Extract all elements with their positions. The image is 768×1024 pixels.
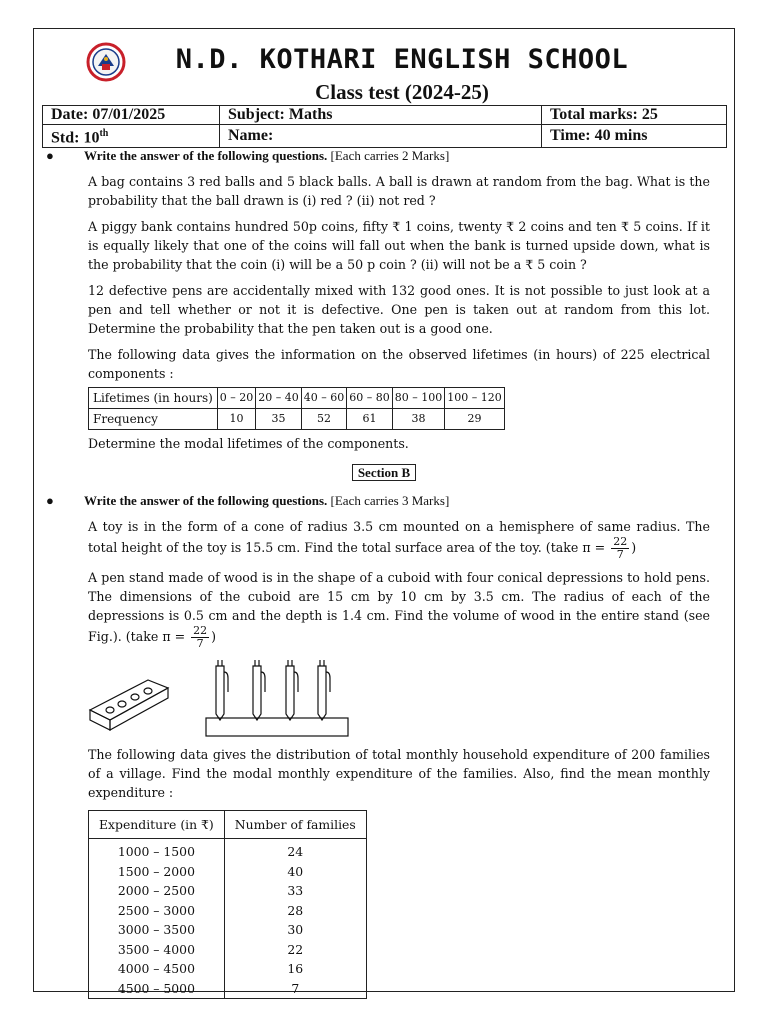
- fraction-close: ): [631, 540, 637, 555]
- question-content: [34, 146, 734, 999]
- family-count: 24: [224, 839, 366, 862]
- lifetimes-label: Lifetimes (in hours): [89, 388, 218, 409]
- table-row: [89, 979, 367, 999]
- section-a-instruction-text: Write the answer of the following questions.: [84, 148, 328, 163]
- frequency-value: 29: [445, 409, 504, 430]
- expenditure-range: 2000 – 2500: [89, 881, 225, 901]
- family-count: 7: [224, 979, 366, 999]
- lifetime-class: 40 – 60: [301, 388, 347, 409]
- expenditure-range: 2500 – 3000: [89, 901, 225, 921]
- fraction-denominator: 7: [196, 637, 204, 650]
- question-6: [88, 568, 710, 650]
- bullet-icon: ●: [46, 148, 54, 163]
- lifetime-class: 0 – 20: [217, 388, 256, 409]
- section-b-title: Section B: [352, 464, 416, 481]
- section-b-marks: [Each carries 3 Marks]: [330, 493, 450, 508]
- question-5: [88, 517, 710, 561]
- section-b-heading: [34, 463, 734, 482]
- question-1: A bag contains 3 red balls and 5 black balls. A ball is drawn at random from the bag. What is the probability that the ball drawn is (i) red ? (ii) not red ?: [88, 174, 710, 208]
- lifetime-class: 80 – 100: [392, 388, 445, 409]
- info-table: [42, 105, 727, 148]
- pen-stand-illustration: [88, 658, 368, 742]
- section-a-instruction: [34, 146, 734, 165]
- question-7: The following data gives the distribution of total monthly household expenditure of 200 families of a village. Find the modal monthly expenditure of the families. Also, find the mean monthly expenditure :: [88, 747, 710, 800]
- expenditure-range: 4000 – 4500: [89, 959, 225, 979]
- table-row: [89, 959, 367, 979]
- frequency-value: 52: [301, 409, 347, 430]
- expenditure-range: 1000 – 1500: [89, 839, 225, 862]
- std-cell: [43, 125, 220, 148]
- lifetimes-table: [88, 387, 505, 430]
- expenditure-range: 4500 – 5000: [89, 979, 225, 999]
- lifetime-class: 60 – 80: [347, 388, 393, 409]
- family-count: 22: [224, 940, 366, 960]
- fraction-close: ): [211, 629, 217, 644]
- frequency-label: Frequency: [89, 409, 218, 430]
- fraction-denominator: 7: [616, 548, 624, 561]
- expenditure-header: Expenditure (in ₹): [89, 811, 225, 839]
- total-marks-cell: Total marks: 25: [542, 106, 727, 125]
- pen-stand-figure: [88, 658, 734, 738]
- expenditure-range: 1500 – 2000: [89, 862, 225, 882]
- families-header: Number of families: [224, 811, 366, 839]
- table-row: [89, 901, 367, 921]
- table-row: [89, 839, 367, 862]
- question-6-text: A pen stand made of wood is in the shape of a cuboid with four conical depressions to hold pens. The dimensions of the cuboid are 15 cm by 10 cm by 3.5 cm. The radius of each of the depressions is 0.5 cm and the depth is 1.4 cm. Find the volume of wood in the entire stand (see Fig.). (take π =: [88, 570, 710, 644]
- frequency-value: 38: [392, 409, 445, 430]
- name-cell: Name:: [220, 125, 542, 148]
- family-count: 33: [224, 881, 366, 901]
- family-count: 40: [224, 862, 366, 882]
- bullet-icon: ●: [46, 493, 54, 508]
- section-b-instruction: [34, 491, 734, 510]
- date-cell: Date: 07/01/2025: [43, 106, 220, 125]
- std-superscript: th: [99, 128, 109, 139]
- time-cell: Time: 40 mins: [542, 125, 727, 148]
- frequency-value: 10: [217, 409, 256, 430]
- lifetime-class: 100 – 120: [445, 388, 504, 409]
- question-4: The following data gives the information on the observed lifetimes (in hours) of 225 electrical components :: [88, 347, 710, 381]
- section-a-marks: [Each carries 2 Marks]: [330, 148, 450, 163]
- pi-fraction: [611, 536, 629, 561]
- fraction-numerator: 22: [613, 535, 628, 548]
- lifetime-class: 20 – 40: [256, 388, 302, 409]
- expenditure-range: 3000 – 3500: [89, 920, 225, 940]
- question-2: A piggy bank contains hundred 50p coins, fifty ₹ 1 coins, twenty ₹ 2 coins and ten ₹ 5 coins. If it is equally likely that one of the coins will fall out when the bank is turned upside down, what is the probability that the coin (i) will be a 50 p coin ? (ii) will not be a ₹ 5 coin ?: [88, 219, 710, 272]
- expenditure-range: 3500 – 4000: [89, 940, 225, 960]
- pi-fraction: [191, 625, 209, 650]
- frequency-value: 61: [347, 409, 393, 430]
- table-row: [89, 862, 367, 882]
- expenditure-table: [88, 810, 367, 999]
- table-row: [89, 920, 367, 940]
- question-4-end: Determine the modal lifetimes of the components.: [88, 436, 409, 451]
- fraction-numerator: 22: [193, 624, 208, 637]
- section-b-instruction-text: Write the answer of the following questions.: [84, 493, 328, 508]
- family-count: 30: [224, 920, 366, 940]
- table-row: [89, 881, 367, 901]
- table-row: [89, 940, 367, 960]
- question-3: 12 defective pens are accidentally mixed with 132 good ones. It is not possible to just look at a pen and tell whether or not it is defective. One pen is taken out at random from this lot. Determine the probability that the pen taken out is a good one.: [88, 283, 710, 336]
- family-count: 28: [224, 901, 366, 921]
- frequency-value: 35: [256, 409, 302, 430]
- std-text: Std: 10: [51, 129, 100, 147]
- subject-cell: Subject: Maths: [220, 106, 542, 125]
- question-5-text: A toy is in the form of a cone of radius 3.5 cm mounted on a hemisphere of same radius. The total height of the toy is 15.5 cm. Find the total surface area of the toy. (take π =: [88, 519, 710, 555]
- school-header: [34, 36, 734, 106]
- school-name: N.D. KOTHARI ENGLISH SCHOOL: [175, 44, 629, 75]
- family-count: 16: [224, 959, 366, 979]
- test-title: Class test (2024-25): [315, 80, 489, 104]
